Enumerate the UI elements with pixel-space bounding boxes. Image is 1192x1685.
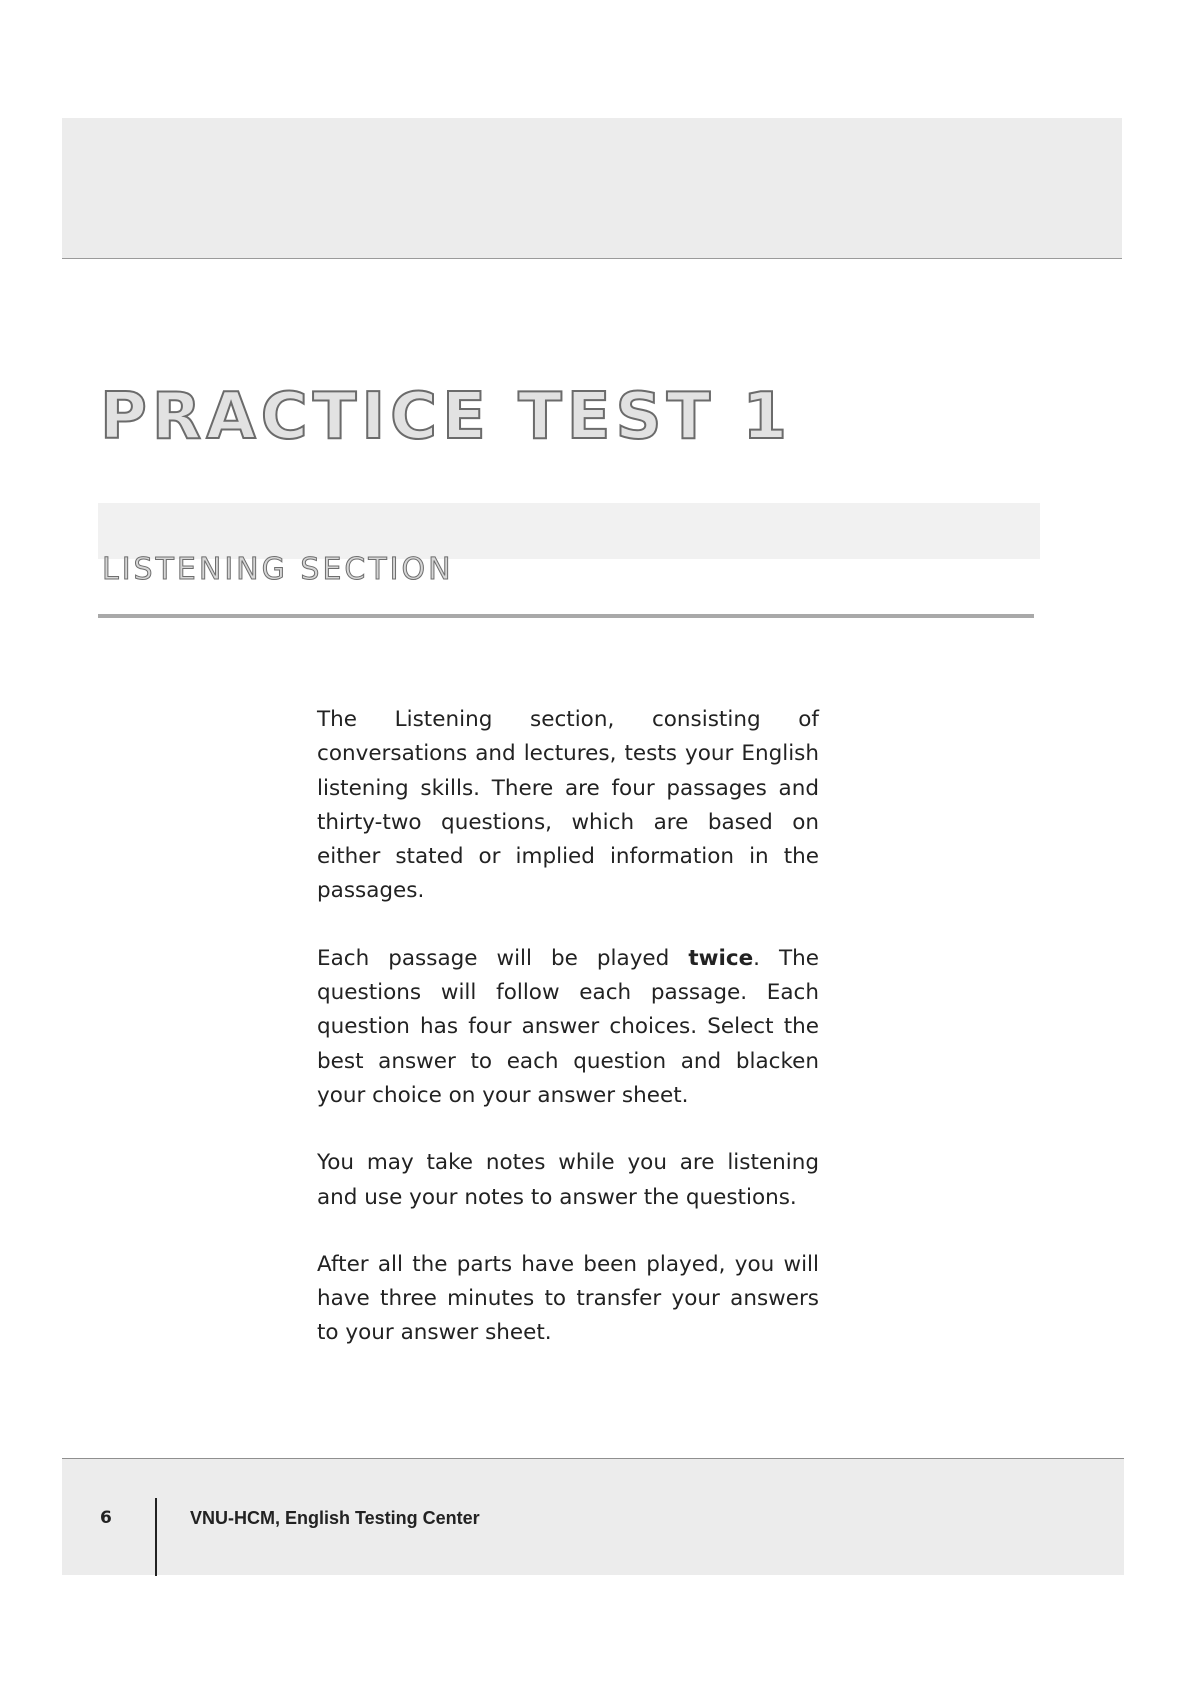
instructions-paragraph-2 bbox=[317, 942, 819, 1113]
paragraph-2-rest: . The questions will follow each passage. Each question has four answer choices. Select the best answer to each question and blacken your choice on your answer sheet. bbox=[317, 945, 820, 1108]
instructions-paragraph-3: You may take notes while you are listening and use your notes to answer the questions. bbox=[317, 1150, 819, 1210]
instructions-paragraph-1: The Listening section, consisting of conversations and lectures, tests your English listening skills. There are four passages and thirty-two questions, which are based on either stated or implied information in the passages. bbox=[317, 707, 819, 904]
page-title: PRACTICE TEST 1 bbox=[100, 380, 793, 454]
header-band bbox=[62, 118, 1122, 259]
section-title: LISTENING SECTION bbox=[102, 552, 454, 587]
instructions-paragraph-4: After all the parts have been played, you will have three minutes to transfer your answers to your answer sheet. bbox=[317, 1251, 819, 1346]
page-number: 6 bbox=[100, 1508, 112, 1528]
section-divider bbox=[98, 614, 1034, 618]
footer-divider bbox=[155, 1498, 157, 1576]
emphasis-twice: twice bbox=[688, 945, 754, 971]
section-band bbox=[98, 503, 1040, 559]
footer-organization: VNU-HCM, English Testing Center bbox=[190, 1508, 480, 1528]
instructions bbox=[317, 703, 819, 1384]
paragraph-2-lead: Each passage will be played bbox=[317, 945, 689, 971]
